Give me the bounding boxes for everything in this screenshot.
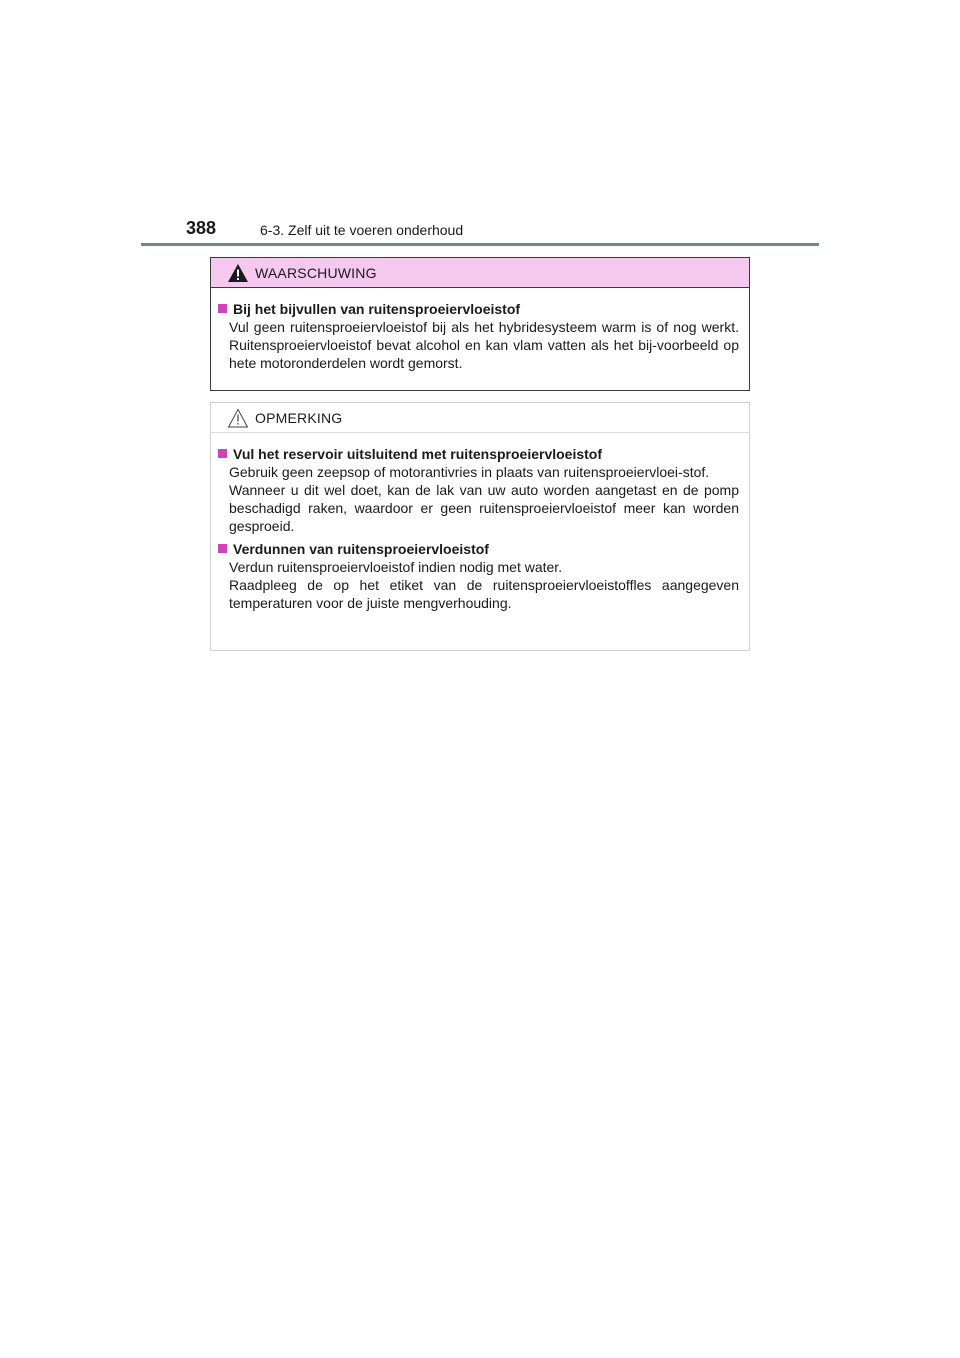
notice-item-paragraph: Verdun ruitensproeiervloeistof indien nodig met water. — [229, 559, 563, 575]
notice-item-text — [215, 463, 739, 535]
square-bullet-icon — [218, 544, 227, 553]
warning-label: WAARSCHUWING — [255, 265, 377, 281]
notice-item-title: Verdunnen van ruitensproeiervloeistof — [233, 541, 489, 557]
section-title: 6-3. Zelf uit te voeren onderhoud — [260, 222, 464, 238]
notice-item — [215, 540, 739, 612]
notice-box — [210, 402, 750, 651]
notice-label: OPMERKING — [255, 410, 343, 426]
square-bullet-icon — [218, 304, 227, 313]
warning-item-text — [215, 318, 739, 372]
warning-item — [215, 300, 739, 372]
notice-item-paragraph: Raadpleeg de op het etiket van de ruitensproeiervloeistoffles aangegeven temperaturen voor de juiste mengverhouding. — [229, 577, 739, 611]
page-number: 388 — [186, 218, 217, 238]
notice-item-text — [215, 558, 739, 612]
notice-item-title-row — [215, 540, 739, 558]
warning-box-header — [211, 258, 749, 288]
warning-box-body — [211, 288, 749, 372]
warning-item-title: Bij het bijvullen van ruitensproeiervloeistof — [233, 301, 521, 317]
notice-box-header — [211, 403, 749, 433]
notice-item-paragraph: Wanneer u dit wel doet, kan de lak van uw auto worden aangetast en de pomp beschadigd raken, waardoor er geen ruitensproeiervloeistof meer kan worden gesproeid. — [229, 482, 739, 534]
notice-item-paragraph: Gebruik geen zeepsop of motorantivries in plaats van ruitensproeiervloei-stof. — [229, 464, 710, 480]
warning-triangle-filled-icon — [227, 263, 249, 283]
square-bullet-icon — [218, 449, 227, 458]
warning-box — [210, 257, 750, 391]
notice-item — [215, 445, 739, 535]
page-header — [186, 214, 826, 242]
notice-item-title-row — [215, 445, 739, 463]
warning-triangle-outline-icon — [227, 408, 249, 428]
warning-item-paragraph: Vul geen ruitensproeiervloeistof bij als het hybridesysteem warm is of nog werkt. Ruitensproeiervloeistof bevat alcohol en kan vlam vatten als het bij-voorbeeld op hete motoronderdelen wordt gemorst. — [229, 319, 739, 371]
notice-item-title: Vul het reservoir uitsluitend met ruitensproeiervloeistof — [233, 446, 603, 462]
warning-item-title-row — [215, 300, 739, 318]
header-rule — [141, 243, 819, 246]
notice-box-body — [211, 433, 749, 612]
